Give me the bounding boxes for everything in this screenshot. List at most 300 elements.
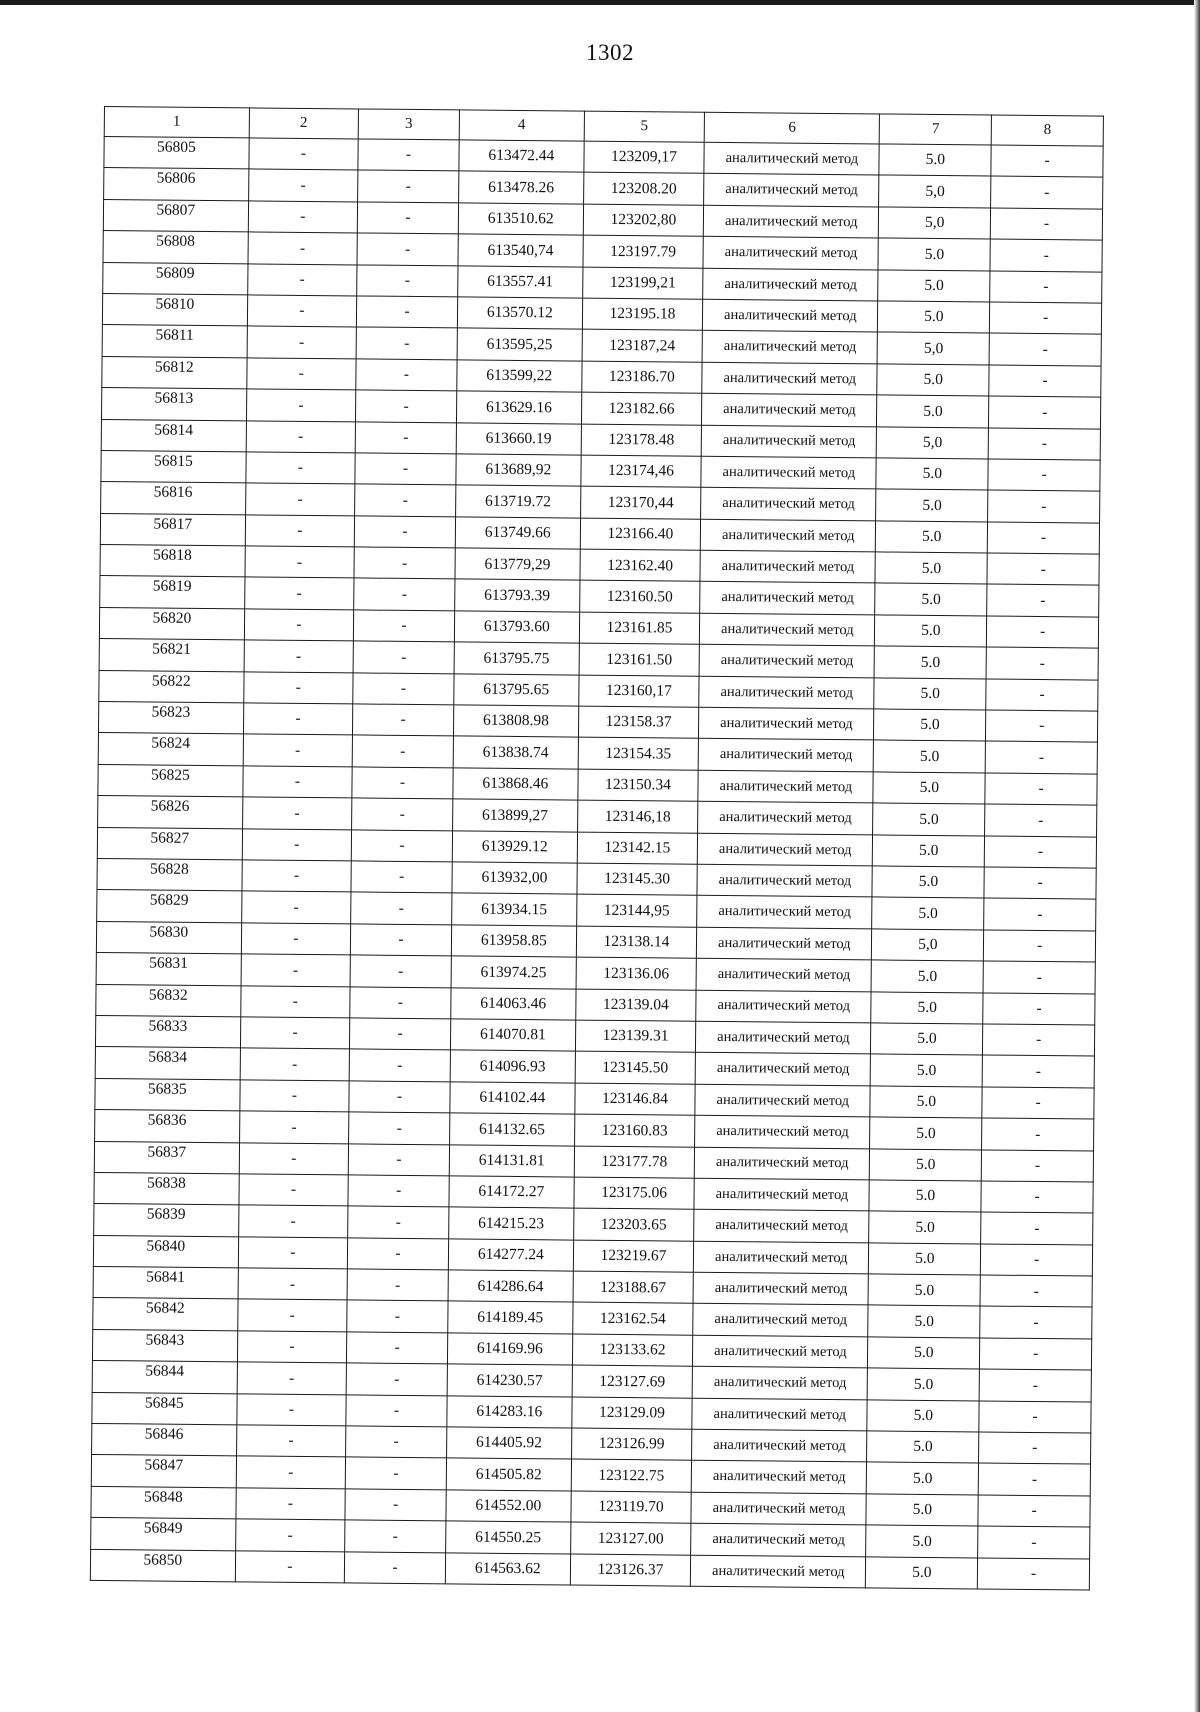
accuracy-cell: 5,0 bbox=[879, 175, 991, 207]
col-2-value-cell: - bbox=[242, 860, 352, 892]
coord-x-cell: 614286.64 bbox=[448, 1270, 573, 1303]
col-2-value-cell: - bbox=[236, 1488, 346, 1520]
accuracy-cell: 5.0 bbox=[869, 1274, 981, 1306]
point-number-cell: 56830 bbox=[96, 921, 241, 954]
col-8-value-cell: - bbox=[991, 176, 1103, 208]
coord-y-cell: 123178.48 bbox=[581, 424, 702, 457]
point-number-cell: 56847 bbox=[91, 1455, 236, 1488]
col-2-value-cell: - bbox=[237, 1299, 347, 1331]
col-2-value-cell: - bbox=[239, 1174, 349, 1206]
point-number-cell: 56812 bbox=[102, 356, 247, 389]
accuracy-cell: 5,0 bbox=[879, 207, 991, 239]
point-number-cell: 56850 bbox=[90, 1549, 235, 1582]
col-3-value-cell: - bbox=[355, 484, 456, 516]
point-number-cell: 56835 bbox=[95, 1078, 240, 1111]
accuracy-cell: 5.0 bbox=[871, 991, 983, 1023]
coord-x-cell: 614063.46 bbox=[451, 987, 576, 1020]
coord-y-cell: 123162.40 bbox=[580, 549, 701, 582]
coord-x-cell: 613689,92 bbox=[456, 454, 581, 487]
coord-x-cell: 614230.57 bbox=[447, 1364, 572, 1397]
method-cell: аналитический метод bbox=[695, 1084, 871, 1117]
coord-x-cell: 614131.81 bbox=[449, 1144, 574, 1177]
coord-y-cell: 123126.99 bbox=[571, 1428, 692, 1461]
col-8-value-cell: - bbox=[989, 333, 1101, 365]
col-3-value-cell: - bbox=[347, 1238, 448, 1270]
point-number-cell: 56824 bbox=[98, 733, 243, 766]
point-number-cell: 56837 bbox=[94, 1141, 239, 1174]
coord-y-cell: 123136.06 bbox=[576, 957, 697, 990]
coord-y-cell: 123146.84 bbox=[575, 1083, 696, 1116]
col-2-value-cell: - bbox=[236, 1456, 346, 1488]
accuracy-cell: 5.0 bbox=[874, 678, 986, 710]
col-3-value-cell: - bbox=[354, 516, 455, 548]
accuracy-cell: 5.0 bbox=[877, 395, 989, 427]
method-cell: аналитический метод bbox=[694, 1178, 870, 1211]
coord-y-cell: 123188.67 bbox=[573, 1271, 694, 1304]
point-number-cell: 56814 bbox=[101, 419, 246, 452]
method-cell: аналитический метод bbox=[692, 1398, 868, 1431]
accuracy-cell: 5,0 bbox=[872, 929, 984, 961]
coord-y-cell: 123139.04 bbox=[575, 989, 696, 1022]
coord-y-cell: 123122.75 bbox=[571, 1459, 692, 1492]
col-3-value-cell: - bbox=[349, 1081, 450, 1113]
col-8-value-cell: - bbox=[985, 741, 1097, 773]
method-cell: аналитический метод bbox=[692, 1366, 868, 1399]
col-2-value-cell: - bbox=[245, 515, 355, 547]
col-8-value-cell: - bbox=[990, 208, 1102, 240]
col-2-value-cell: - bbox=[247, 263, 357, 295]
col-3-value-cell: - bbox=[350, 955, 451, 987]
col-3-value-cell: - bbox=[350, 1018, 451, 1050]
coord-y-cell: 123160,17 bbox=[579, 675, 700, 708]
col-8-value-cell: - bbox=[979, 1369, 1091, 1401]
method-cell: аналитический метод bbox=[694, 1209, 870, 1242]
point-number-cell: 56809 bbox=[103, 262, 248, 295]
coord-x-cell: 613929.12 bbox=[452, 830, 577, 863]
coord-y-cell: 123127.00 bbox=[570, 1522, 691, 1555]
accuracy-cell: 5.0 bbox=[866, 1556, 978, 1588]
coord-y-cell: 123161.85 bbox=[579, 612, 700, 645]
col-2-value-cell: - bbox=[245, 452, 355, 484]
coord-x-cell: 614215.23 bbox=[449, 1207, 574, 1240]
coord-x-cell: 613719.72 bbox=[455, 485, 580, 518]
method-cell: аналитический метод bbox=[693, 1335, 869, 1368]
accuracy-cell: 5.0 bbox=[872, 960, 984, 992]
coord-y-cell: 123133.62 bbox=[572, 1334, 693, 1367]
method-cell: аналитический метод bbox=[698, 801, 874, 834]
point-number-cell: 56806 bbox=[104, 168, 249, 201]
coord-y-cell: 123162.54 bbox=[572, 1303, 693, 1336]
coord-y-cell: 123145.30 bbox=[577, 863, 698, 896]
col-8-value-cell: - bbox=[983, 993, 1095, 1025]
coord-y-cell: 123209,17 bbox=[584, 141, 705, 174]
coord-y-cell: 123154.35 bbox=[578, 738, 699, 771]
point-number-cell: 56811 bbox=[102, 325, 247, 358]
coord-x-cell: 613779,29 bbox=[455, 548, 580, 581]
point-number-cell: 56828 bbox=[97, 858, 242, 891]
coord-y-cell: 123160.50 bbox=[579, 581, 700, 614]
method-cell: аналитический метод bbox=[704, 142, 880, 175]
col-3-value-cell: - bbox=[347, 1300, 448, 1332]
col-2-value-cell: - bbox=[243, 734, 353, 766]
col-8-value-cell: - bbox=[982, 1087, 1094, 1119]
col-8-value-cell: - bbox=[988, 459, 1100, 491]
col-8-value-cell: - bbox=[986, 647, 1098, 679]
accuracy-cell: 5.0 bbox=[876, 489, 988, 521]
coord-x-cell: 613958.85 bbox=[451, 925, 576, 958]
col-3-value-cell: - bbox=[344, 1551, 445, 1583]
method-cell: аналитический метод bbox=[702, 331, 878, 364]
col-2-value-cell: - bbox=[246, 420, 356, 452]
accuracy-cell: 5.0 bbox=[878, 238, 990, 270]
col-3-value-cell: - bbox=[352, 767, 453, 799]
accuracy-cell: 5.0 bbox=[867, 1462, 979, 1494]
coord-x-cell: 614172.27 bbox=[449, 1176, 574, 1209]
column-header: 8 bbox=[991, 115, 1103, 146]
col-3-value-cell: - bbox=[353, 673, 454, 705]
col-2-value-cell: - bbox=[247, 326, 357, 358]
col-8-value-cell: - bbox=[981, 1244, 1093, 1276]
coord-x-cell: 614277.24 bbox=[448, 1239, 573, 1272]
col-8-value-cell: - bbox=[988, 490, 1100, 522]
coord-y-cell: 123170,44 bbox=[580, 486, 701, 519]
col-8-value-cell: - bbox=[987, 522, 1099, 554]
col-8-value-cell: - bbox=[985, 804, 1097, 836]
point-number-cell: 56819 bbox=[100, 576, 245, 609]
col-8-value-cell: - bbox=[979, 1401, 1091, 1433]
accuracy-cell: 5.0 bbox=[869, 1211, 981, 1243]
column-header: 6 bbox=[704, 112, 880, 144]
point-number-cell: 56832 bbox=[96, 984, 241, 1017]
coord-x-cell: 613838.74 bbox=[453, 736, 578, 769]
col-2-value-cell: - bbox=[245, 483, 355, 515]
coord-y-cell: 123139.31 bbox=[575, 1020, 696, 1053]
method-cell: аналитический метод bbox=[702, 393, 878, 426]
column-header: 7 bbox=[880, 114, 992, 145]
col-2-value-cell: - bbox=[245, 546, 355, 578]
col-3-value-cell: - bbox=[353, 610, 454, 642]
coord-x-cell: 614070.81 bbox=[450, 1019, 575, 1052]
coord-y-cell: 123150.34 bbox=[578, 769, 699, 802]
col-3-value-cell: - bbox=[355, 421, 456, 453]
col-8-value-cell: - bbox=[984, 867, 1096, 899]
method-cell: аналитический метод bbox=[701, 456, 877, 489]
method-cell: аналитический метод bbox=[700, 519, 876, 552]
coord-x-cell: 614189.45 bbox=[448, 1301, 573, 1334]
col-2-value-cell: - bbox=[240, 1017, 350, 1049]
point-number-cell: 56841 bbox=[93, 1267, 238, 1300]
coord-x-cell: 613749.66 bbox=[455, 517, 580, 550]
point-number-cell: 56813 bbox=[101, 388, 246, 421]
coord-x-cell: 613472.44 bbox=[459, 140, 584, 173]
col-8-value-cell: - bbox=[980, 1306, 1092, 1338]
col-3-value-cell: - bbox=[358, 139, 459, 171]
col-2-value-cell: - bbox=[243, 672, 353, 704]
col-8-value-cell: - bbox=[982, 1055, 1094, 1087]
point-number-cell: 56821 bbox=[99, 639, 244, 672]
col-8-value-cell: - bbox=[986, 679, 1098, 711]
method-cell: аналитический метод bbox=[693, 1272, 869, 1305]
col-3-value-cell: - bbox=[353, 641, 454, 673]
method-cell: аналитический метод bbox=[691, 1492, 867, 1525]
col-3-value-cell: - bbox=[348, 1175, 449, 1207]
col-2-value-cell: - bbox=[243, 703, 353, 735]
method-cell: аналитический метод bbox=[697, 927, 873, 960]
method-cell: аналитический метод bbox=[697, 833, 873, 866]
coord-x-cell: 613932,00 bbox=[452, 862, 577, 895]
col-2-value-cell: - bbox=[237, 1362, 347, 1394]
coord-y-cell: 123144,95 bbox=[576, 894, 697, 927]
col-3-value-cell: - bbox=[351, 830, 452, 862]
coord-y-cell: 123177.78 bbox=[574, 1146, 695, 1179]
method-cell: аналитический метод bbox=[699, 676, 875, 709]
accuracy-cell: 5.0 bbox=[871, 1023, 983, 1055]
col-3-value-cell: - bbox=[346, 1395, 447, 1427]
accuracy-cell: 5.0 bbox=[868, 1305, 980, 1337]
accuracy-cell: 5.0 bbox=[876, 458, 988, 490]
col-2-value-cell: - bbox=[238, 1205, 348, 1237]
col-2-value-cell: - bbox=[246, 389, 356, 421]
point-number-cell: 56829 bbox=[97, 890, 242, 923]
coord-y-cell: 123197.79 bbox=[583, 235, 704, 268]
scan-top-edge bbox=[0, 0, 1200, 5]
accuracy-cell: 5.0 bbox=[878, 270, 990, 302]
coordinates-table bbox=[90, 106, 1104, 1591]
accuracy-cell: 5.0 bbox=[867, 1400, 979, 1432]
coord-y-cell: 123195.18 bbox=[582, 298, 703, 331]
col-2-value-cell: - bbox=[235, 1519, 345, 1551]
col-3-value-cell: - bbox=[348, 1143, 449, 1175]
accuracy-cell: 5.0 bbox=[874, 740, 986, 772]
coord-y-cell: 123202,80 bbox=[583, 204, 704, 237]
col-3-value-cell: - bbox=[358, 170, 459, 202]
coord-y-cell: 123208.20 bbox=[583, 172, 704, 205]
accuracy-cell: 5.0 bbox=[871, 1054, 983, 1086]
coord-y-cell: 123175.06 bbox=[574, 1177, 695, 1210]
col-3-value-cell: - bbox=[345, 1457, 446, 1489]
method-cell: аналитический метод bbox=[695, 1053, 871, 1086]
point-number-cell: 56822 bbox=[99, 670, 244, 703]
accuracy-cell: 5.0 bbox=[866, 1494, 978, 1526]
col-3-value-cell: - bbox=[356, 390, 457, 422]
method-cell: аналитический метод bbox=[703, 299, 879, 332]
table-body bbox=[90, 107, 1103, 1590]
col-2-value-cell: - bbox=[248, 232, 358, 264]
coord-y-cell: 123219.67 bbox=[573, 1240, 694, 1273]
accuracy-cell: 5.0 bbox=[873, 803, 985, 835]
col-2-value-cell: - bbox=[239, 1080, 349, 1112]
col-2-value-cell: - bbox=[244, 640, 354, 672]
coord-x-cell: 613478.26 bbox=[458, 171, 583, 204]
col-2-value-cell: - bbox=[236, 1425, 346, 1457]
accuracy-cell: 5.0 bbox=[870, 1148, 982, 1180]
point-number-cell: 56810 bbox=[102, 293, 247, 326]
coord-x-cell: 613595,25 bbox=[457, 328, 582, 361]
method-cell: аналитический метод bbox=[698, 739, 874, 772]
accuracy-cell: 5.0 bbox=[879, 144, 991, 176]
col-2-value-cell: - bbox=[241, 954, 351, 986]
col-3-value-cell: - bbox=[353, 704, 454, 736]
col-3-value-cell: - bbox=[356, 359, 457, 391]
method-cell: аналитический метод bbox=[703, 268, 879, 301]
col-3-value-cell: - bbox=[357, 264, 458, 296]
column-header: 5 bbox=[584, 111, 705, 142]
col-8-value-cell: - bbox=[983, 961, 1095, 993]
col-8-value-cell: - bbox=[981, 1212, 1093, 1244]
col-2-value-cell: - bbox=[248, 169, 358, 201]
point-number-cell: 56838 bbox=[94, 1172, 239, 1205]
col-2-value-cell: - bbox=[241, 923, 351, 955]
point-number-cell: 56849 bbox=[91, 1518, 236, 1551]
col-3-value-cell: - bbox=[346, 1363, 447, 1395]
accuracy-cell: 5.0 bbox=[868, 1368, 980, 1400]
coord-x-cell: 614096.93 bbox=[450, 1050, 575, 1083]
col-3-value-cell: - bbox=[349, 1049, 450, 1081]
col-2-value-cell: - bbox=[238, 1237, 348, 1269]
col-8-value-cell: - bbox=[983, 1024, 1095, 1056]
col-2-value-cell: - bbox=[247, 295, 357, 327]
col-2-value-cell: - bbox=[238, 1268, 348, 1300]
coord-y-cell: 123142.15 bbox=[577, 832, 698, 865]
col-3-value-cell: - bbox=[345, 1489, 446, 1521]
coord-x-cell: 614132.65 bbox=[449, 1113, 574, 1146]
point-number-cell: 56848 bbox=[91, 1486, 236, 1519]
coord-x-cell: 613629.16 bbox=[456, 391, 581, 424]
point-number-cell: 56827 bbox=[97, 827, 242, 860]
col-2-value-cell: - bbox=[240, 985, 350, 1017]
column-header: 1 bbox=[104, 107, 249, 138]
col-8-value-cell: - bbox=[990, 271, 1102, 303]
col-3-value-cell: - bbox=[350, 924, 451, 956]
col-3-value-cell: - bbox=[349, 1112, 450, 1144]
column-header: 2 bbox=[249, 108, 359, 139]
col-8-value-cell: - bbox=[984, 836, 1096, 868]
accuracy-cell: 5.0 bbox=[870, 1117, 982, 1149]
method-cell: аналитический метод bbox=[692, 1429, 868, 1462]
point-number-cell: 56816 bbox=[101, 482, 246, 515]
accuracy-cell: 5.0 bbox=[875, 552, 987, 584]
accuracy-cell: 5.0 bbox=[873, 772, 985, 804]
accuracy-cell: 5.0 bbox=[867, 1431, 979, 1463]
col-8-value-cell: - bbox=[989, 365, 1101, 397]
method-cell: аналитический метод bbox=[701, 425, 877, 458]
col-8-value-cell: - bbox=[984, 898, 1096, 930]
accuracy-cell: 5.0 bbox=[874, 709, 986, 741]
coord-x-cell: 613934.15 bbox=[452, 893, 577, 926]
coord-x-cell: 614283.16 bbox=[447, 1395, 572, 1428]
point-number-cell: 56843 bbox=[92, 1329, 237, 1362]
accuracy-cell: 5.0 bbox=[875, 583, 987, 615]
col-3-value-cell: - bbox=[348, 1206, 449, 1238]
col-2-value-cell: - bbox=[244, 609, 354, 641]
col-8-value-cell: - bbox=[982, 1118, 1094, 1150]
coord-x-cell: 613795.65 bbox=[454, 674, 579, 707]
col-3-value-cell: - bbox=[354, 578, 455, 610]
coord-x-cell: 614169.96 bbox=[447, 1333, 572, 1366]
accuracy-cell: 5.0 bbox=[869, 1243, 981, 1275]
coord-x-cell: 613795.75 bbox=[454, 642, 579, 675]
point-number-cell: 56836 bbox=[95, 1110, 240, 1143]
col-2-value-cell: - bbox=[239, 1142, 349, 1174]
point-number-cell: 56818 bbox=[100, 545, 245, 578]
coord-x-cell: 613557.41 bbox=[458, 265, 583, 298]
col-3-value-cell: - bbox=[352, 798, 453, 830]
point-number-cell: 56842 bbox=[93, 1298, 238, 1331]
method-cell: аналитический метод bbox=[696, 1021, 872, 1054]
coord-y-cell: 123160.83 bbox=[574, 1114, 695, 1147]
accuracy-cell: 5.0 bbox=[876, 521, 988, 553]
point-number-cell: 56846 bbox=[92, 1423, 237, 1456]
column-header: 3 bbox=[358, 109, 459, 140]
coord-x-cell: 613974.25 bbox=[451, 956, 576, 989]
coord-x-cell: 613899,27 bbox=[452, 799, 577, 832]
coord-x-cell: 614552.00 bbox=[446, 1490, 571, 1523]
col-8-value-cell: - bbox=[984, 930, 1096, 962]
coord-x-cell: 614563.62 bbox=[445, 1552, 570, 1585]
point-number-cell: 56834 bbox=[95, 1047, 240, 1080]
accuracy-cell: 5.0 bbox=[866, 1525, 978, 1557]
col-3-value-cell: - bbox=[347, 1269, 448, 1301]
method-cell: аналитический метод bbox=[698, 770, 874, 803]
coord-x-cell: 613660.19 bbox=[456, 422, 581, 455]
accuracy-cell: 5.0 bbox=[872, 897, 984, 929]
point-number-cell: 56808 bbox=[103, 231, 248, 264]
method-cell: аналитический метод bbox=[699, 644, 875, 677]
method-cell: аналитический метод bbox=[691, 1555, 867, 1588]
col-2-value-cell: - bbox=[246, 358, 356, 390]
coord-y-cell: 123138.14 bbox=[576, 926, 697, 959]
method-cell: аналитический метод bbox=[699, 707, 875, 740]
col-8-value-cell: - bbox=[989, 396, 1101, 428]
col-8-value-cell: - bbox=[979, 1432, 1091, 1464]
col-2-value-cell: - bbox=[248, 138, 358, 170]
coord-x-cell: 613540,74 bbox=[458, 234, 583, 267]
accuracy-cell: 5.0 bbox=[868, 1337, 980, 1369]
coord-y-cell: 123145.50 bbox=[575, 1051, 696, 1084]
coord-x-cell: 613868.46 bbox=[453, 768, 578, 801]
col-8-value-cell: - bbox=[985, 773, 1097, 805]
accuracy-cell: 5.0 bbox=[877, 364, 989, 396]
point-number-cell: 56805 bbox=[104, 137, 249, 170]
col-8-value-cell: - bbox=[978, 1495, 1090, 1527]
accuracy-cell: 5.0 bbox=[870, 1086, 982, 1118]
point-number-cell: 56839 bbox=[94, 1204, 239, 1237]
col-3-value-cell: - bbox=[346, 1426, 447, 1458]
col-3-value-cell: - bbox=[352, 735, 453, 767]
coord-x-cell: 614550.25 bbox=[446, 1521, 571, 1554]
coord-y-cell: 123186.70 bbox=[582, 361, 703, 394]
coord-y-cell: 123203.65 bbox=[573, 1208, 694, 1241]
point-number-cell: 56807 bbox=[103, 199, 248, 232]
page-number: 1302 bbox=[586, 40, 634, 65]
col-8-value-cell: - bbox=[981, 1181, 1093, 1213]
method-cell: аналитический метод bbox=[700, 550, 876, 583]
col-3-value-cell: - bbox=[354, 547, 455, 579]
point-number-cell: 56826 bbox=[98, 796, 243, 829]
coord-x-cell: 613793.39 bbox=[455, 579, 580, 612]
col-3-value-cell: - bbox=[356, 327, 457, 359]
coord-y-cell: 123166.40 bbox=[580, 518, 701, 551]
col-2-value-cell: - bbox=[241, 891, 351, 923]
col-8-value-cell: - bbox=[980, 1275, 1092, 1307]
coord-x-cell: 613510.62 bbox=[458, 203, 583, 236]
method-cell: аналитический метод bbox=[702, 362, 878, 395]
point-number-cell: 56815 bbox=[101, 450, 246, 483]
coord-y-cell: 123126.37 bbox=[570, 1554, 691, 1587]
coord-x-cell: 614405.92 bbox=[446, 1427, 571, 1460]
coord-x-cell: 614505.82 bbox=[446, 1458, 571, 1491]
coord-y-cell: 123161.50 bbox=[579, 643, 700, 676]
